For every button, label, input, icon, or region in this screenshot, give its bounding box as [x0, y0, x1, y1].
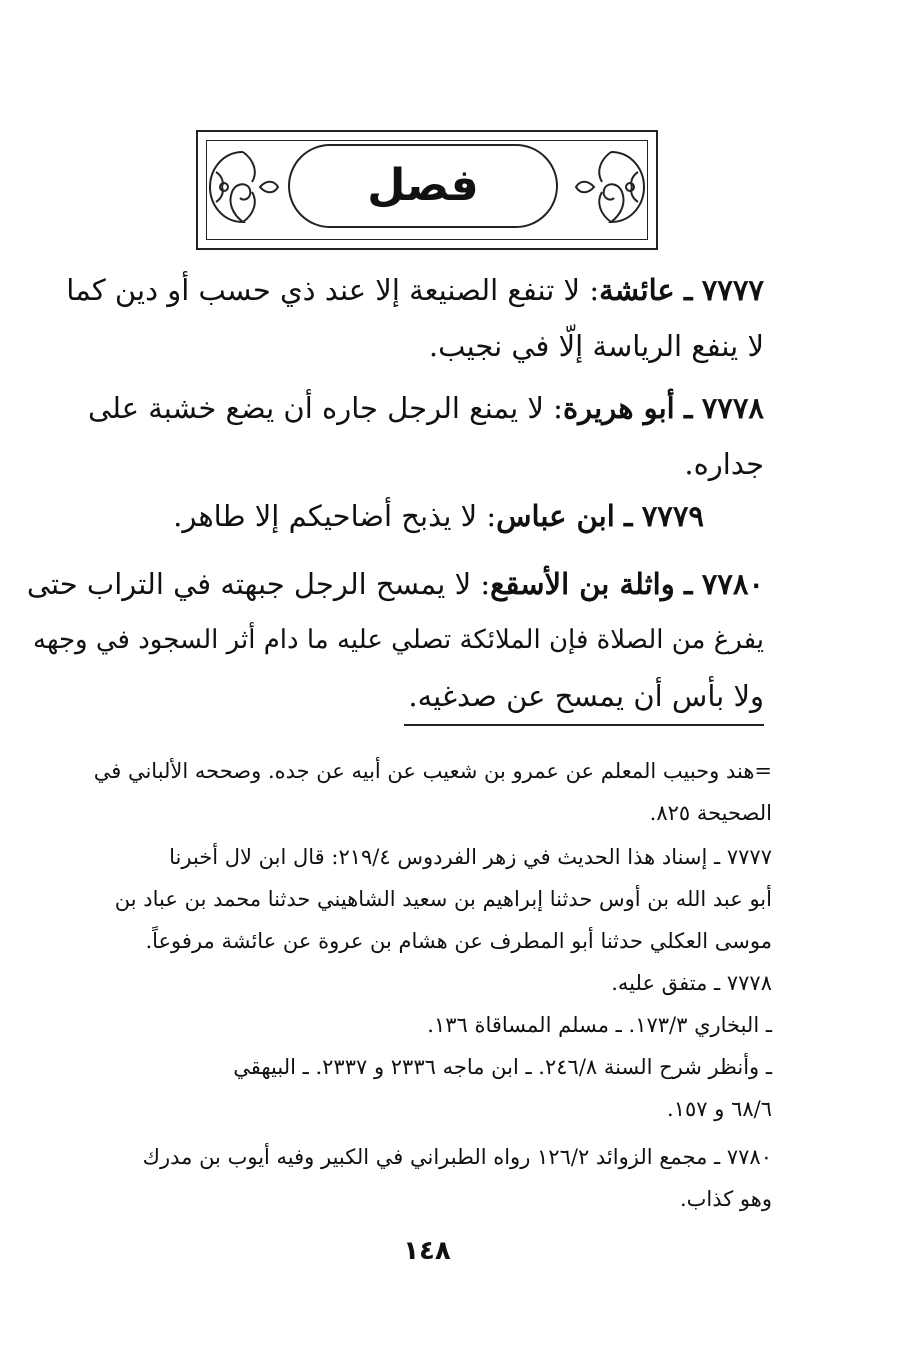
footnote-line: ٧٧٧٨ ـ متفق عليه. [611, 971, 772, 995]
entry-line [88, 488, 764, 544]
colon: : [477, 499, 497, 533]
colon: : [543, 391, 563, 425]
arabesque-ornament-icon [202, 142, 284, 232]
colon: : [471, 567, 491, 601]
entry-text: لا يذبح أضاحيكم إلا طاهر. [173, 499, 478, 533]
entry-number: ٧٧٧٩ [641, 499, 704, 533]
footnote [84, 962, 772, 1130]
entry-dash: ـ [623, 499, 633, 533]
narrator-name: عائشة [599, 273, 675, 307]
entry-dash: ـ [683, 391, 693, 425]
footnote-line: أبو عبد الله بن أوس حدثنا إبراهيم بن سعيد الشاهيني حدثنا محمد بن عباد بن [114, 887, 772, 911]
narrator-name: واثلة بن الأسقع [490, 567, 675, 601]
hadith-entry [26, 556, 764, 724]
entry-line [88, 380, 764, 436]
entry-text: لا يمسح الرجل جبهته في التراب حتى [26, 567, 472, 601]
entry-dash: ـ [683, 273, 693, 307]
narrator-name: أبو هريرة [562, 391, 675, 425]
entry-dash: ـ [683, 567, 693, 601]
entry-line: جداره. [684, 447, 764, 481]
entry-number: ٧٧٧٨ [701, 391, 764, 425]
footnote-line: ـ البخاري ١٧٣/٣. ـ مسلم المساقاة ١٣٦. [427, 1013, 772, 1037]
section-title: فصل [367, 160, 479, 211]
entry-line [26, 556, 764, 612]
entry-text: لا تنفع الصنيعة إلا عند ذي حسب أو دين كما [66, 273, 581, 307]
arabesque-ornament-icon [570, 142, 652, 232]
hadith-entry [66, 262, 764, 374]
narrator-name: ابن عباس [496, 499, 615, 533]
entry-line: يفرغ من الصلاة فإن الملائكة تصلي عليه ما دام أثر السجود في وجهه [33, 625, 764, 655]
page-number: ١٤٨ [403, 1236, 451, 1266]
footnote-line: وهو كذاب. [679, 1187, 772, 1211]
footnote [84, 1136, 772, 1220]
footnote-line: =هند وحبيب المعلم عن عمرو بن شعيب عن أبيه عن جده. وصححه الألباني في [93, 759, 772, 783]
entry-number: ٧٧٨٠ [701, 567, 764, 601]
hadith-entry [88, 488, 764, 544]
footnote [84, 750, 772, 834]
footnote-line: الصحيحة ٨٢٥. [649, 801, 772, 825]
entry-text: لا يمنع الرجل جاره أن يضع خشبة على [87, 391, 544, 425]
footnote-line: موسى العكلي حدثنا أبو المطرف عن هشام بن عروة عن عائشة مرفوعاً. [145, 929, 772, 953]
entry-number: ٧٧٧٧ [701, 273, 764, 307]
footnote-divider [404, 724, 764, 726]
footnote-line: ٧٧٨٠ ـ مجمع الزوائد ١٢٦/٢ رواه الطبراني في الكبير وفيه أيوب بن مدرك [142, 1145, 772, 1169]
entry-line [66, 262, 764, 318]
title-frame [196, 130, 658, 250]
title-cartouche [288, 144, 558, 228]
entry-line: لا ينفع الرياسة إلّا في نجيب. [428, 329, 764, 363]
colon: : [580, 273, 600, 307]
footnote-line: ـ وأنظر شرح السنة ٢٤٦/٨. ـ ابن ماجه ٢٣٣٦ و ٢٣٣٧. ـ البيهقي [233, 1055, 772, 1079]
footnote [84, 836, 772, 962]
footnote-line: ٦٨/٦ و ١٥٧. [667, 1097, 772, 1121]
hadith-entry [88, 380, 764, 492]
entry-line: ولا بأس أن يمسح عن صدغيه. [408, 679, 764, 713]
footnote-line: ٧٧٧٧ ـ إسناد هذا الحديث في زهر الفردوس ٢١٩/٤: قال ابن لال أخبرنا [169, 845, 772, 869]
